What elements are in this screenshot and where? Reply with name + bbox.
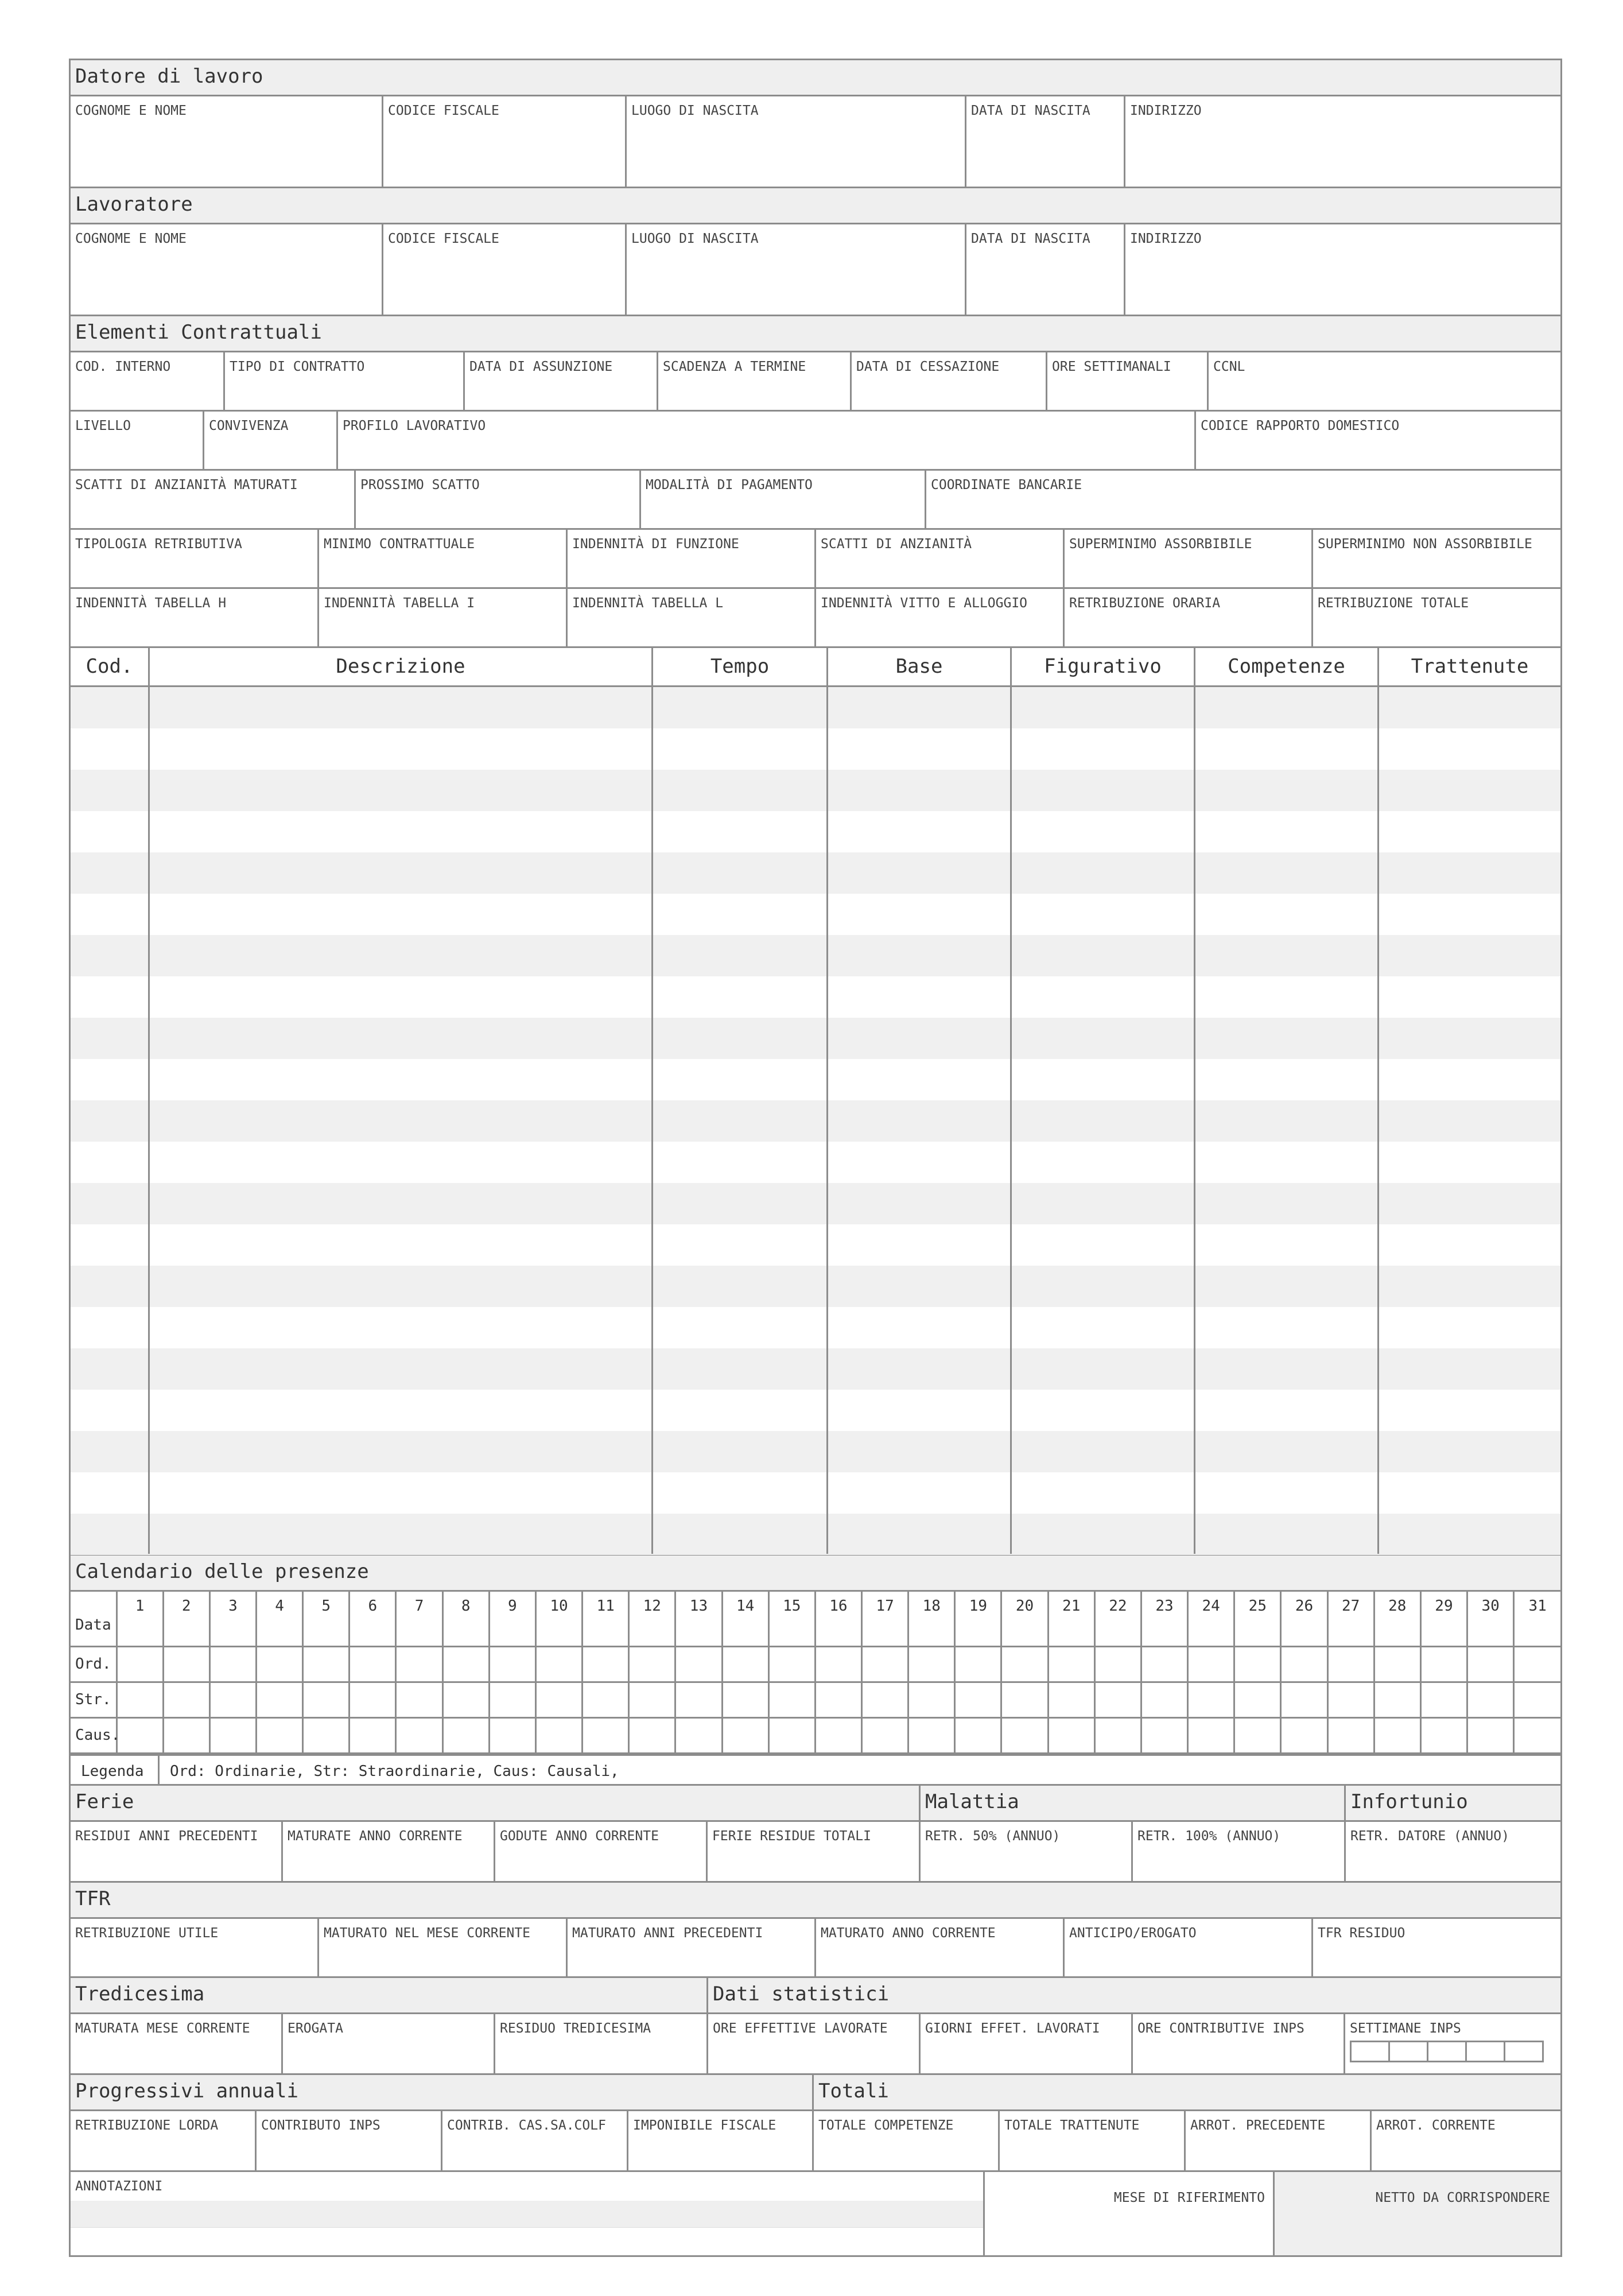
block-statistici [708,1978,1560,2073]
calendar-day: 5 [303,1592,350,1646]
section-totali-title: Totali [814,2075,1560,2111]
legend-label: Legenda [71,1756,160,1784]
field-ferie-residue-totali[interactable]: FERIE RESIDUE TOTALI [712,1828,871,1844]
calendar-cell[interactable] [1467,1682,1514,1717]
calendar-cell[interactable] [1467,1717,1514,1753]
field-cod-interno[interactable]: COD. INTERNO [71,352,225,410]
calendar-day: 25 [1234,1592,1281,1646]
calendar-cell[interactable] [1001,1646,1048,1682]
field-residui-anni-precedenti[interactable]: RESIDUI ANNI PRECEDENTI [71,1822,283,1881]
calendar-day: 7 [396,1592,442,1646]
calendar-day: 13 [675,1592,722,1646]
calendar-cell[interactable] [442,1682,489,1717]
calendar-cell[interactable] [303,1682,350,1717]
field-convivenza[interactable]: CONVIVENZA [204,412,338,469]
calendar-cell[interactable] [209,1682,256,1717]
field-retr-100[interactable]: RETR. 100% (ANNUO) [1137,1828,1281,1844]
calendar-legend [71,1754,1560,1786]
field-indennita-funzione[interactable]: INDENNITÀ DI FUNZIONE [568,530,816,587]
footer-row [71,2172,1560,2255]
calendar-cell[interactable] [350,1646,396,1682]
field-arrot-precedente[interactable]: ARROT. PRECEDENTE [1186,2111,1372,2170]
tredicesima-statistici [71,1978,1560,2075]
field-modalita-pagamento[interactable]: MODALITÀ DI PAGAMENTO [641,471,926,528]
block-tredicesima [71,1978,708,2073]
calendar-cell[interactable] [1094,1717,1141,1753]
datore-indirizzo[interactable]: INDIRIZZO [1130,103,1202,118]
field-retribuzione-oraria[interactable]: RETRIBUZIONE ORARIA [1065,589,1313,646]
field-data-cessazione[interactable]: DATA DI CESSAZIONE [852,352,1047,410]
calendar-row-label: Ord. [71,1646,117,1682]
calendar-cell[interactable] [1141,1717,1187,1753]
field-data-assunzione[interactable]: DATA DI ASSUNZIONE [465,352,658,410]
section-tredicesima-title: Tredicesima [71,1978,706,2014]
voci-column-divider [1010,687,1012,1554]
col-base: Base [828,648,1012,685]
ferie-malattia-infortunio [71,1786,1560,1883]
calendar-cell[interactable] [209,1646,256,1682]
calendar-cell[interactable] [583,1717,629,1753]
calendar-cell[interactable] [675,1682,722,1717]
calendar-cell[interactable] [815,1646,861,1682]
calendar-cell[interactable] [1188,1717,1234,1753]
calendar-day: 23 [1141,1592,1187,1646]
col-trattenute: Trattenute [1411,655,1529,678]
calendar-cell[interactable] [1001,1717,1048,1753]
calendar-day: 14 [722,1592,768,1646]
calendar-cell[interactable] [955,1717,1001,1753]
field-retribuzione-utile[interactable]: RETRIBUZIONE UTILE [71,1919,319,1976]
infortunio-row [1346,1822,1560,1881]
block-infortunio [1346,1786,1560,1881]
calendar-cell[interactable] [722,1646,768,1682]
voci-row-stripe [71,1100,1560,1142]
col-descrizione: Descrizione [150,648,653,685]
settimane-inps-label: SETTIMANE INPS [1350,2020,1461,2036]
field-erogata[interactable]: EROGATA [283,2014,495,2073]
field-vitto-alloggio[interactable]: INDENNITÀ VITTO E ALLOGGIO [816,589,1065,646]
voci-row-stripe [71,1266,1560,1307]
field-coordinate-bancarie[interactable]: COORDINATE BANCARIE [931,478,1082,492]
calendar-day: 1 [117,1592,163,1646]
calendar-cell[interactable] [1327,1717,1374,1753]
calendar-day: 9 [489,1592,535,1646]
calendar-cell[interactable] [722,1682,768,1717]
calendar-day: 17 [862,1592,908,1646]
field-livello[interactable]: LIVELLO [71,412,204,469]
calendar-cell[interactable] [303,1717,350,1753]
field-tabella-i[interactable]: INDENNITÀ TABELLA I [319,589,568,646]
calendar-day: 27 [1327,1592,1374,1646]
calendar-cell[interactable] [955,1682,1001,1717]
calendar-day: 8 [442,1592,489,1646]
week-box[interactable] [1465,2041,1505,2062]
field-tabella-h[interactable]: INDENNITÀ TABELLA H [71,589,319,646]
voci-column-divider [148,687,150,1554]
calendar-day: 28 [1374,1592,1420,1646]
field-giorni-effettivi[interactable]: GIORNI EFFET. LAVORATI [921,2014,1133,2073]
field-tipologia-retributiva[interactable]: TIPOLOGIA RETRIBUTIVA [71,530,319,587]
calendar-cell[interactable] [535,1682,582,1717]
calendar-cell[interactable] [955,1646,1001,1682]
field-maturato-mese-corrente[interactable]: MATURATO NEL MESE CORRENTE [319,1919,568,1976]
calendar-cell[interactable] [350,1682,396,1717]
calendar-cell[interactable] [350,1717,396,1753]
calendar-day: 29 [1420,1592,1467,1646]
calendar-cell[interactable] [629,1717,675,1753]
field-minimo-contrattuale[interactable]: MINIMO CONTRATTUALE [319,530,568,587]
calendar-cell[interactable] [396,1682,442,1717]
calendar-row-str [71,1682,1560,1717]
calendar-cell[interactable] [1514,1717,1560,1753]
week-box[interactable] [1350,2041,1390,2062]
datore-luogo-nascita[interactable]: LUOGO DI NASCITA [627,96,966,187]
block-ferie [71,1786,921,1881]
calendar-day: 20 [1001,1592,1048,1646]
calendar-day: 19 [955,1592,1001,1646]
section-progressivi-title: Progressivi annuali [71,2075,812,2111]
block-totali [814,2075,1560,2170]
field-ore-settimanali[interactable]: ORE SETTIMANALI [1047,352,1209,410]
calendar-cell[interactable] [768,1717,815,1753]
field-anticipo-erogato[interactable]: ANTICIPO/EROGATO [1065,1919,1313,1976]
contratto-row-2 [71,412,1560,471]
progressivi-totali [71,2075,1560,2172]
col-figurativo: Figurativo [1012,648,1195,685]
calendar-day: 24 [1188,1592,1234,1646]
calendar-cell[interactable] [908,1717,955,1753]
col-competenze: Competenze [1195,648,1379,685]
section-tfr-title: TFR [71,1883,1560,1919]
calendar-day: 22 [1094,1592,1141,1646]
calendar-cell[interactable] [1420,1717,1467,1753]
netto-corrispondere-field[interactable]: NETTO DA CORRISPONDERE [1275,2172,1560,2255]
field-maturato-anno-corrente[interactable]: MATURATO ANNO CORRENTE [816,1919,1065,1976]
legend-text: Ord: Ordinarie, Str: Straordinarie, Caus: Causali, [170,1762,619,1780]
calendar-cell[interactable] [675,1646,722,1682]
field-contributo-inps[interactable]: CONTRIBUTO INPS [257,2111,442,2170]
calendar-cell[interactable] [1281,1646,1327,1682]
calendar-cell[interactable] [675,1717,722,1753]
ferie-row [71,1822,919,1881]
voci-row-stripe [71,687,1560,728]
calendar-cell[interactable] [583,1682,629,1717]
calendar-cell[interactable] [489,1646,535,1682]
field-contrib-cassacolf[interactable]: CONTRIB. CAS.SA.COLF [442,2111,628,2170]
field-scatti-maturati[interactable]: SCATTI DI ANZIANITÀ MATURATI [71,471,356,528]
calendar-cell[interactable] [535,1646,582,1682]
section-ferie-title: Ferie [71,1786,919,1822]
calendar-row-ord [71,1646,1560,1682]
calendar-cell[interactable] [1514,1682,1560,1717]
week-box[interactable] [1388,2041,1428,2062]
section-contratto-title: Elementi Contrattuali [71,316,1560,352]
calendar-cell[interactable] [256,1646,302,1682]
field-settimane-inps[interactable] [1345,2014,1560,2073]
calendar-cell[interactable] [1188,1646,1234,1682]
field-totale-competenze[interactable]: TOTALE COMPETENZE [814,2111,1000,2170]
field-residuo-tredicesima[interactable]: RESIDUO TREDICESIMA [500,2020,651,2036]
calendar-cell[interactable] [1188,1682,1234,1717]
field-tipo-contratto[interactable]: TIPO DI CONTRATTO [225,352,465,410]
calendar-cell[interactable] [815,1717,861,1753]
annotazioni-band [71,2201,983,2228]
calendar-row-label: Str. [71,1682,117,1717]
calendar-cell[interactable] [396,1717,442,1753]
mese-riferimento-field[interactable]: MESE DI RIFERIMENTO [985,2172,1275,2255]
calendar-cell[interactable] [442,1717,489,1753]
col-tempo: Tempo [653,648,828,685]
totali-row [814,2111,1560,2170]
voci-row-stripe [71,852,1560,894]
calendar-cell[interactable] [629,1682,675,1717]
voci-row-stripe [71,1183,1560,1224]
contratto-row-3 [71,471,1560,530]
calendar-cell[interactable] [629,1646,675,1682]
block-progressivi [71,2075,814,2170]
calendar-cell[interactable] [1420,1646,1467,1682]
section-statistici-title: Dati statistici [708,1978,1560,2014]
voci-column-divider [1194,687,1195,1554]
calendar-cell[interactable] [722,1717,768,1753]
calendar-cell[interactable] [1048,1682,1094,1717]
calendar-cell[interactable] [117,1682,163,1717]
field-tfr-residuo[interactable]: TFR RESIDUO [1318,1925,1405,1941]
field-ccnl[interactable]: CCNL [1213,359,1245,374]
calendar-cell[interactable] [1141,1682,1187,1717]
calendar-cell[interactable] [1374,1717,1420,1753]
calendar-day: 6 [350,1592,396,1646]
lavoratore-codice-fiscale[interactable]: CODICE FISCALE [383,224,627,315]
calendar-cell[interactable] [862,1682,908,1717]
field-superminimo-non-assorbibile[interactable]: SUPERMINIMO NON ASSORBIBILE [1318,537,1532,552]
calendar-cell[interactable] [489,1682,535,1717]
calendar-day: 11 [583,1592,629,1646]
calendar-cell[interactable] [1281,1717,1327,1753]
field-retribuzione-totale[interactable]: RETRIBUZIONE TOTALE [1318,596,1469,611]
section-lavoratore-title: Lavoratore [71,188,1560,224]
field-codice-rapporto[interactable]: CODICE RAPPORTO DOMESTICO [1201,418,1400,433]
lavoratore-data-nascita[interactable]: DATA DI NASCITA [966,224,1125,315]
field-ore-effettive[interactable]: ORE EFFETTIVE LAVORATE [708,2014,921,2073]
section-malattia-title: Malattia [921,1786,1344,1822]
voci-row-stripe [71,770,1560,811]
calendar-day: 4 [256,1592,302,1646]
calendar-cell[interactable] [1327,1682,1374,1717]
calendar-cell[interactable] [768,1682,815,1717]
calendar-days-row [71,1592,1560,1646]
calendar-cell[interactable] [1234,1646,1281,1682]
field-superminimo-assorbibile[interactable]: SUPERMINIMO ASSORBIBILE [1065,530,1313,587]
calendar-day: 15 [768,1592,815,1646]
calendar-cell[interactable] [1234,1717,1281,1753]
calendar-cell[interactable] [209,1717,256,1753]
calendar-day: 31 [1514,1592,1560,1646]
calendar-day: 30 [1467,1592,1514,1646]
field-retr-50[interactable]: RETR. 50% (ANNUO) [921,1822,1133,1881]
calendar-day: 12 [629,1592,675,1646]
col-cod: Cod. [71,648,150,685]
calendar-day: 18 [908,1592,955,1646]
calendar-table [71,1592,1560,1754]
calendar-cell[interactable] [303,1646,350,1682]
statistici-row [708,2014,1560,2073]
calendar-cell[interactable] [1374,1646,1420,1682]
voci-table [71,648,1560,1556]
calendar-cell[interactable] [862,1717,908,1753]
lavoratore-row [71,224,1560,316]
calendar-row-label: Caus. [71,1717,117,1753]
field-retr-datore[interactable]: RETR. DATORE (ANNUO) [1350,1828,1509,1844]
payslip-form [69,59,1562,2257]
calendar-data-label: Data [71,1592,117,1646]
calendar-cell[interactable] [396,1646,442,1682]
calendar-day: 16 [815,1592,861,1646]
calendar-cell[interactable] [1374,1682,1420,1717]
calendar-cell[interactable] [117,1646,163,1682]
field-profilo-lavorativo[interactable]: PROFILO LAVORATIVO [338,412,1196,469]
field-retribuzione-lorda[interactable]: RETRIBUZIONE LORDA [71,2111,257,2170]
field-maturato-anni-precedenti[interactable]: MATURATO ANNI PRECEDENTI [568,1919,816,1976]
voci-row-stripe [71,1348,1560,1390]
settimane-inps-boxes [1350,2041,1560,2062]
calendar-cell[interactable] [117,1717,163,1753]
tfr-row [71,1919,1560,1978]
voci-row-stripe [71,935,1560,976]
calendar-cell[interactable] [489,1717,535,1753]
datore-cognome-nome[interactable]: COGNOME E NOME [71,96,383,187]
calendar-cell[interactable] [908,1646,955,1682]
datore-row [71,96,1560,188]
voci-row-stripe [71,1514,1560,1555]
section-calendario-title: Calendario delle presenze [71,1556,1560,1592]
voci-column-divider [826,687,828,1554]
calendar-cell[interactable] [535,1717,582,1753]
calendar-cell[interactable] [815,1682,861,1717]
calendar-cell[interactable] [768,1646,815,1682]
contratto-row-1 [71,352,1560,412]
voci-column-divider [1377,687,1379,1554]
calendar-cell[interactable] [1420,1682,1467,1717]
calendar-cell[interactable] [1281,1682,1327,1717]
field-scadenza-termine[interactable]: SCADENZA A TERMINE [658,352,852,410]
malattia-row [921,1822,1344,1881]
annotazioni-label: ANNOTAZIONI [75,2178,163,2194]
voci-row-stripe [71,1431,1560,1472]
calendar-cell[interactable] [1094,1646,1141,1682]
calendar-day: 26 [1281,1592,1327,1646]
calendar-cell[interactable] [1514,1646,1560,1682]
calendar-cell[interactable] [1001,1682,1048,1717]
field-arrot-corrente[interactable]: ARROT. CORRENTE [1376,2117,1496,2133]
voci-row-stripe [71,1018,1560,1059]
progressivi-row [71,2111,812,2170]
week-box[interactable] [1427,2041,1467,2062]
calendar-cell[interactable] [1141,1646,1187,1682]
voci-header [71,648,1560,687]
block-malattia [921,1786,1346,1881]
calendar-cell[interactable] [908,1682,955,1717]
calendar-day: 2 [163,1592,209,1646]
contratto-row-4 [71,530,1560,589]
calendar-cell[interactable] [256,1682,302,1717]
field-tabella-l[interactable]: INDENNITÀ TABELLA L [568,589,816,646]
section-datore-title: Datore di lavoro [71,60,1560,96]
lavoratore-cognome-nome[interactable]: COGNOME E NOME [71,224,383,315]
calendar-row-caus [71,1717,1560,1753]
calendar-cell[interactable] [256,1717,302,1753]
calendar-cell[interactable] [1467,1646,1514,1682]
calendar-cell[interactable] [862,1646,908,1682]
contratto-row-5 [71,589,1560,648]
field-scatti-anzianita[interactable]: SCATTI DI ANZIANITÀ [816,530,1065,587]
tredicesima-row [71,2014,706,2073]
field-totale-trattenute[interactable]: TOTALE TRATTENUTE [1000,2111,1186,2170]
calendar-cell[interactable] [1094,1682,1141,1717]
calendar-cell[interactable] [1048,1717,1094,1753]
field-imponibile-fiscale[interactable]: IMPONIBILE FISCALE [633,2117,776,2133]
calendar-cell[interactable] [442,1646,489,1682]
calendar-cell[interactable] [1327,1646,1374,1682]
annotazioni-field[interactable] [71,2172,985,2255]
calendar-cell[interactable] [1048,1646,1094,1682]
voci-body[interactable] [71,687,1560,1554]
week-box[interactable] [1504,2041,1544,2062]
field-ore-contributive[interactable]: ORE CONTRIBUTIVE INPS [1133,2014,1345,2073]
calendar-cell[interactable] [163,1717,209,1753]
calendar-cell[interactable] [1234,1682,1281,1717]
voci-column-divider [651,687,653,1554]
field-prossimo-scatto[interactable]: PROSSIMO SCATTO [356,471,641,528]
datore-data-nascita[interactable]: DATA DI NASCITA [966,96,1125,187]
lavoratore-indirizzo[interactable]: INDIRIZZO [1130,231,1202,246]
section-infortunio-title: Infortunio [1346,1786,1560,1822]
calendar-day: 3 [209,1592,256,1646]
calendar-cell[interactable] [163,1646,209,1682]
field-maturata-mese-corrente[interactable]: MATURATA MESE CORRENTE [71,2014,283,2073]
datore-codice-fiscale[interactable]: CODICE FISCALE [383,96,627,187]
field-godute-anno-corrente[interactable]: GODUTE ANNO CORRENTE [495,1822,708,1881]
calendar-cell[interactable] [163,1682,209,1717]
calendar-cell[interactable] [583,1646,629,1682]
calendar-day: 10 [535,1592,582,1646]
field-maturate-anno-corrente[interactable]: MATURATE ANNO CORRENTE [283,1822,495,1881]
calendar-day: 21 [1048,1592,1094,1646]
lavoratore-luogo-nascita[interactable]: LUOGO DI NASCITA [627,224,966,315]
